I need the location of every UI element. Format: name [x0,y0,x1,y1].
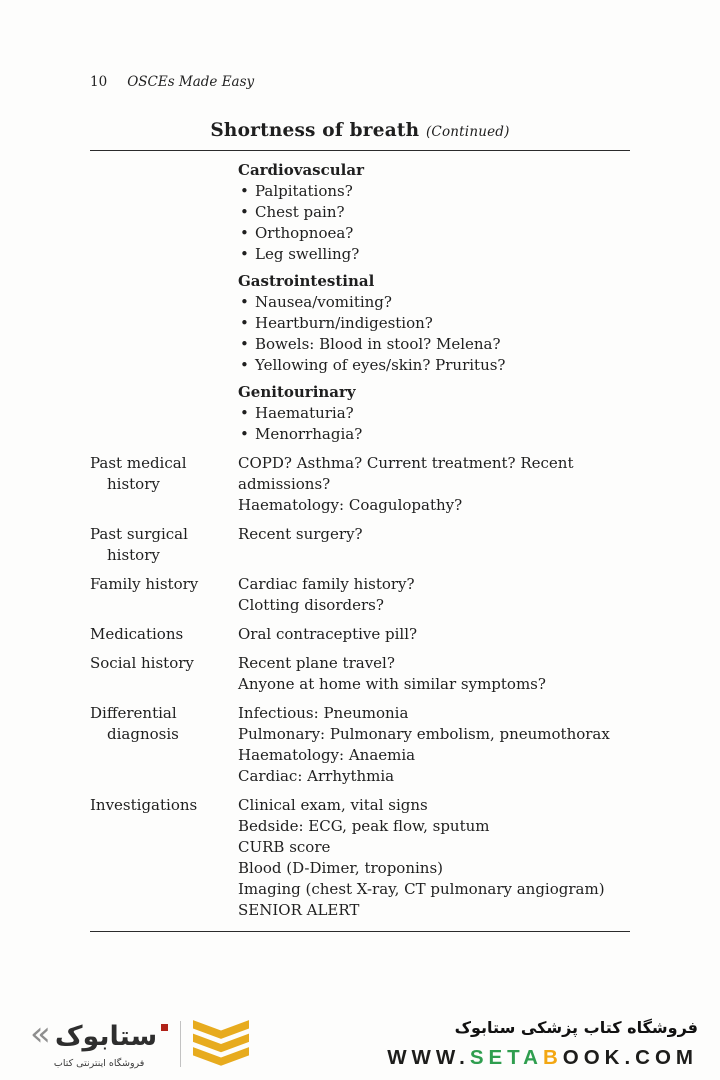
row-content [238,624,630,645]
double-chevron-icon: « [30,1013,51,1054]
url-segment: WWW. [387,1046,470,1069]
row-label: Past surgical history [90,525,188,564]
row-label: Differential diagnosis [90,704,179,743]
content-line: Bedside: ECG, peak flow, sputum [238,817,490,835]
content-line: Blood (D-Dimer, troponins) [238,859,443,877]
url-segment: SETA [469,1046,543,1069]
rule-bottom [90,931,630,932]
brand-row [30,1013,168,1054]
row-content [238,795,630,921]
row-label: Past medical history [90,454,187,493]
content-line: Infectious: Pneumonia [238,704,409,722]
running-header [90,74,630,90]
content-line: Cardiac: Arrhythmia [238,767,395,785]
table-row [90,524,630,566]
brand-name-farsi: ستابوک [54,1020,158,1052]
book-title: OSCEs Made Easy [127,74,255,90]
footer [0,1013,720,1070]
table-row [90,160,630,445]
bullet-list [238,403,630,445]
row-content [238,160,630,445]
logo-text-block [30,1013,168,1069]
brand-subtext: فروشگاه اینترنتی کتاب [53,1057,145,1069]
row-label: Family history [90,575,199,593]
bullet-list [238,292,630,376]
content-line: SENIOR ALERT [238,901,360,919]
group-heading: Gastrointestinal [238,272,375,290]
group-heading: Genitourinary [238,383,356,401]
table-row [90,703,630,787]
table-row [90,653,630,695]
row-content [238,703,630,787]
logo-divider [180,1021,181,1067]
page-number: 10 [90,74,108,90]
content-line: Recent plane travel? [238,654,395,672]
content-line: COPD? Asthma? Current treatment? Recent admissions? [238,454,574,493]
content-line: Clotting disorders? [238,596,384,614]
content-line: Cardiac family history? [238,575,415,593]
symptom-group [238,160,630,265]
table-row [90,453,630,516]
content-line: Recent surgery? [238,525,363,543]
url-segment: B [542,1046,563,1069]
bullet-list [238,181,630,265]
row-content [238,453,630,516]
store-tagline: فروشگاه کتاب پزشکی ستابوک [454,1018,698,1037]
content-line: Clinical exam, vital signs [238,796,428,814]
symptom-group [238,382,630,445]
bullet-item: • Haematuria? [238,403,630,424]
section-title [90,120,630,141]
row-content [238,653,630,695]
table-row [90,795,630,921]
content-line: Anyone at home with similar symptoms? [238,675,546,693]
book-stack-icon [193,1020,249,1068]
footer-right [387,1018,698,1070]
row-label: Investigations [90,796,198,814]
history-table [90,151,630,921]
group-heading: Cardiovascular [238,161,364,179]
url-segment: OOK.COM [562,1046,698,1069]
content-line: Haematology: Coagulopathy? [238,496,463,514]
row-label: Medications [90,625,184,643]
section-title-text: Shortness of breath [210,120,420,141]
content-line: Oral contraceptive pill? [238,625,418,643]
content-line: Imaging (chest X-ray, CT pulmonary angiogram) [238,880,605,898]
brand-accent-dot [161,1024,168,1031]
bullet-item: • Leg swelling? [238,244,630,265]
bullet-item: • Menorrhagia? [238,424,630,445]
table-row [90,624,630,645]
site-url [387,1046,698,1070]
row-content [238,524,630,545]
continued-label: (Continued) [425,124,510,140]
bullet-item: • Orthopnoea? [238,223,630,244]
table-row [90,574,630,616]
bullet-item: • Yellowing of eyes/skin? Pruritus? [238,355,630,376]
row-content [238,574,630,616]
bullet-item: • Palpitations? [238,181,630,202]
content-line: CURB score [238,838,331,856]
content-line: Pulmonary: Pulmonary embolism, pneumothorax [238,725,610,743]
symptom-group [238,271,630,376]
bullet-item: • Heartburn/indigestion? [238,313,630,334]
bullet-item: • Bowels: Blood in stool? Melena? [238,334,630,355]
setabook-logo [30,1013,249,1069]
row-label: Social history [90,654,194,672]
content-line: Haematology: Anaemia [238,746,416,764]
bullet-item: • Chest pain? [238,202,630,223]
bullet-item: • Nausea/vomiting? [238,292,630,313]
